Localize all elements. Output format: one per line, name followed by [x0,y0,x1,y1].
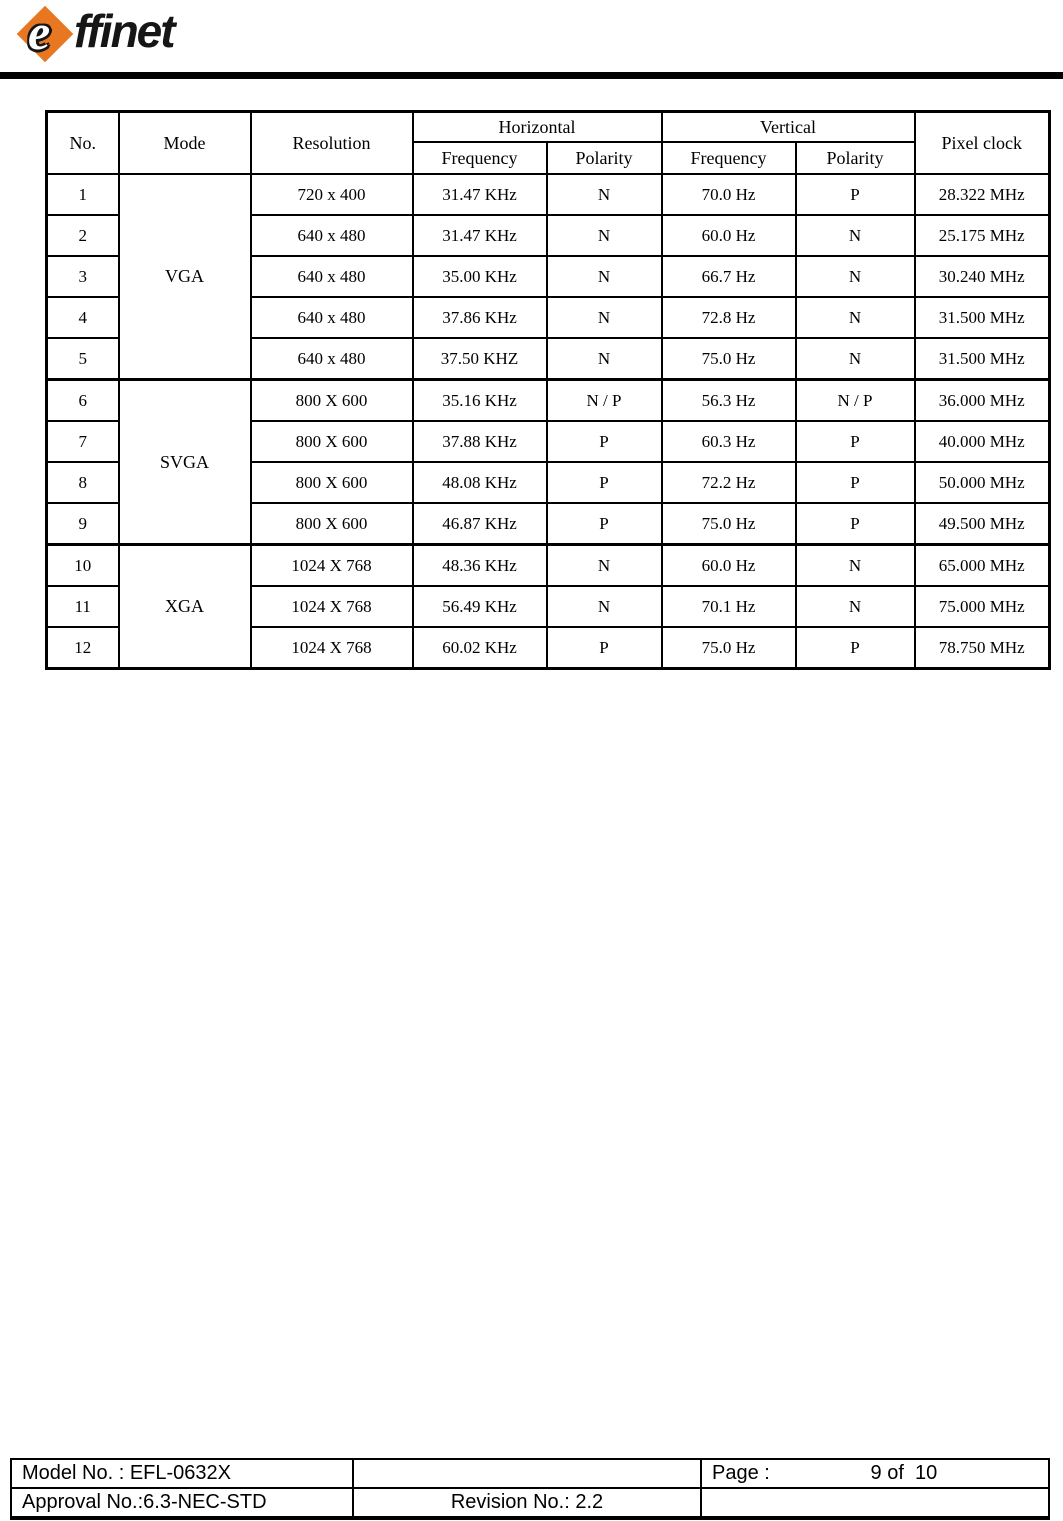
cell-h-polarity: P [547,421,662,462]
cell-h-frequency: 56.49 KHz [413,586,547,627]
cell-h-frequency: 31.47 KHz [413,174,547,215]
col-header-h-frequency: Frequency [413,142,547,174]
revision-no-cell: Revision No.: 2.2 [353,1488,701,1518]
cell-h-polarity: N [547,545,662,587]
cell-v-polarity: N [796,586,915,627]
cell-no: 1 [47,174,119,215]
cell-h-frequency: 48.08 KHz [413,462,547,503]
cell-v-frequency: 72.2 Hz [662,462,796,503]
cell-pixel-clock: 40.000 MHz [915,421,1050,462]
cell-h-frequency: 35.16 KHz [413,380,547,422]
col-header-no: No. [47,112,119,175]
cell-v-frequency: 60.0 Hz [662,215,796,256]
page-value: 9 of 10 [870,1462,938,1484]
cell-no: 7 [47,421,119,462]
cell-v-polarity: P [796,174,915,215]
table-row [47,380,1050,422]
mode-cell: VGA [119,174,251,380]
logo-wordmark: ffinet [74,5,174,57]
cell-v-polarity: N [796,297,915,338]
col-header-horizontal: Horizontal [413,112,662,143]
cell-resolution: 640 x 480 [251,215,413,256]
cell-h-polarity: N [547,338,662,380]
logo-letter-e: e [28,4,51,60]
col-header-v-frequency: Frequency [662,142,796,174]
cell-v-polarity: N [796,256,915,297]
cell-resolution: 800 X 600 [251,380,413,422]
cell-no: 6 [47,380,119,422]
cell-v-frequency: 70.1 Hz [662,586,796,627]
footer-empty-cell [701,1488,1049,1518]
model-no-cell: Model No. : EFL-0632X [11,1459,353,1488]
cell-v-polarity: P [796,503,915,545]
cell-pixel-clock: 31.500 MHz [915,297,1050,338]
cell-pixel-clock: 75.000 MHz [915,586,1050,627]
cell-h-polarity: N [547,215,662,256]
cell-v-polarity: N [796,338,915,380]
cell-v-polarity: N [796,545,915,587]
cell-pixel-clock: 31.500 MHz [915,338,1050,380]
cell-v-frequency: 60.3 Hz [662,421,796,462]
cell-pixel-clock: 65.000 MHz [915,545,1050,587]
col-header-v-polarity: Polarity [796,142,915,174]
cell-h-frequency: 31.47 KHz [413,215,547,256]
cell-no: 3 [47,256,119,297]
cell-no: 2 [47,215,119,256]
cell-v-polarity: P [796,462,915,503]
footer-row-2 [11,1488,1049,1518]
cell-v-frequency: 56.3 Hz [662,380,796,422]
cell-h-frequency: 48.36 KHz [413,545,547,587]
col-header-pixel-clock: Pixel clock [915,112,1050,175]
cell-v-polarity: N / P [796,380,915,422]
footer-row-1 [11,1459,1049,1488]
cell-v-frequency: 75.0 Hz [662,503,796,545]
timing-table-body [47,174,1050,669]
cell-resolution: 800 X 600 [251,503,413,545]
mode-cell: XGA [119,545,251,669]
col-header-h-polarity: Polarity [547,142,662,174]
cell-h-polarity: N [547,297,662,338]
footer-empty-cell [353,1459,701,1488]
cell-v-frequency: 75.0 Hz [662,338,796,380]
cell-no: 9 [47,503,119,545]
cell-resolution: 640 x 480 [251,338,413,380]
cell-h-frequency: 46.87 KHz [413,503,547,545]
cell-h-frequency: 37.50 KHZ [413,338,547,380]
cell-pixel-clock: 78.750 MHz [915,627,1050,669]
cell-v-frequency: 66.7 Hz [662,256,796,297]
effinet-logo [14,4,174,64]
cell-resolution: 1024 X 768 [251,627,413,669]
cell-no: 12 [47,627,119,669]
col-header-mode: Mode [119,112,251,175]
cell-h-polarity: N [547,256,662,297]
cell-pixel-clock: 50.000 MHz [915,462,1050,503]
cell-v-polarity: N [796,215,915,256]
cell-pixel-clock: 36.000 MHz [915,380,1050,422]
cell-no: 10 [47,545,119,587]
cell-v-frequency: 70.0 Hz [662,174,796,215]
cell-h-polarity: N [547,586,662,627]
cell-no: 8 [47,462,119,503]
cell-resolution: 1024 X 768 [251,545,413,587]
cell-no: 11 [47,586,119,627]
display-timing-table [45,110,1051,670]
header-divider-rule [0,72,1063,79]
cell-h-polarity: N [547,174,662,215]
effinet-logo-icon [14,4,76,64]
cell-pixel-clock: 25.175 MHz [915,215,1050,256]
table-row [47,174,1050,215]
cell-v-frequency: 72.8 Hz [662,297,796,338]
cell-resolution: 640 x 480 [251,297,413,338]
cell-h-polarity: N / P [547,380,662,422]
cell-resolution: 1024 X 768 [251,586,413,627]
cell-resolution: 800 X 600 [251,421,413,462]
table-row [47,545,1050,587]
cell-pixel-clock: 30.240 MHz [915,256,1050,297]
page-number-cell [701,1459,1049,1488]
cell-h-frequency: 37.86 KHz [413,297,547,338]
col-header-vertical: Vertical [662,112,915,143]
col-header-resolution: Resolution [251,112,413,175]
cell-resolution: 720 x 400 [251,174,413,215]
cell-h-polarity: P [547,503,662,545]
cell-v-polarity: P [796,627,915,669]
cell-h-polarity: P [547,627,662,669]
cell-resolution: 640 x 480 [251,256,413,297]
page-label: Page : [712,1462,770,1484]
cell-h-polarity: P [547,462,662,503]
cell-pixel-clock: 49.500 MHz [915,503,1050,545]
cell-h-frequency: 37.88 KHz [413,421,547,462]
cell-v-frequency: 75.0 Hz [662,627,796,669]
mode-cell: SVGA [119,380,251,545]
cell-v-polarity: P [796,421,915,462]
cell-h-frequency: 35.00 KHz [413,256,547,297]
document-footer-table [10,1458,1050,1520]
cell-pixel-clock: 28.322 MHz [915,174,1050,215]
cell-no: 5 [47,338,119,380]
cell-resolution: 800 X 600 [251,462,413,503]
header-row-main [47,112,1050,143]
approval-no-cell: Approval No.:6.3-NEC-STD [11,1488,353,1518]
cell-v-frequency: 60.0 Hz [662,545,796,587]
cell-h-frequency: 60.02 KHz [413,627,547,669]
cell-no: 4 [47,297,119,338]
